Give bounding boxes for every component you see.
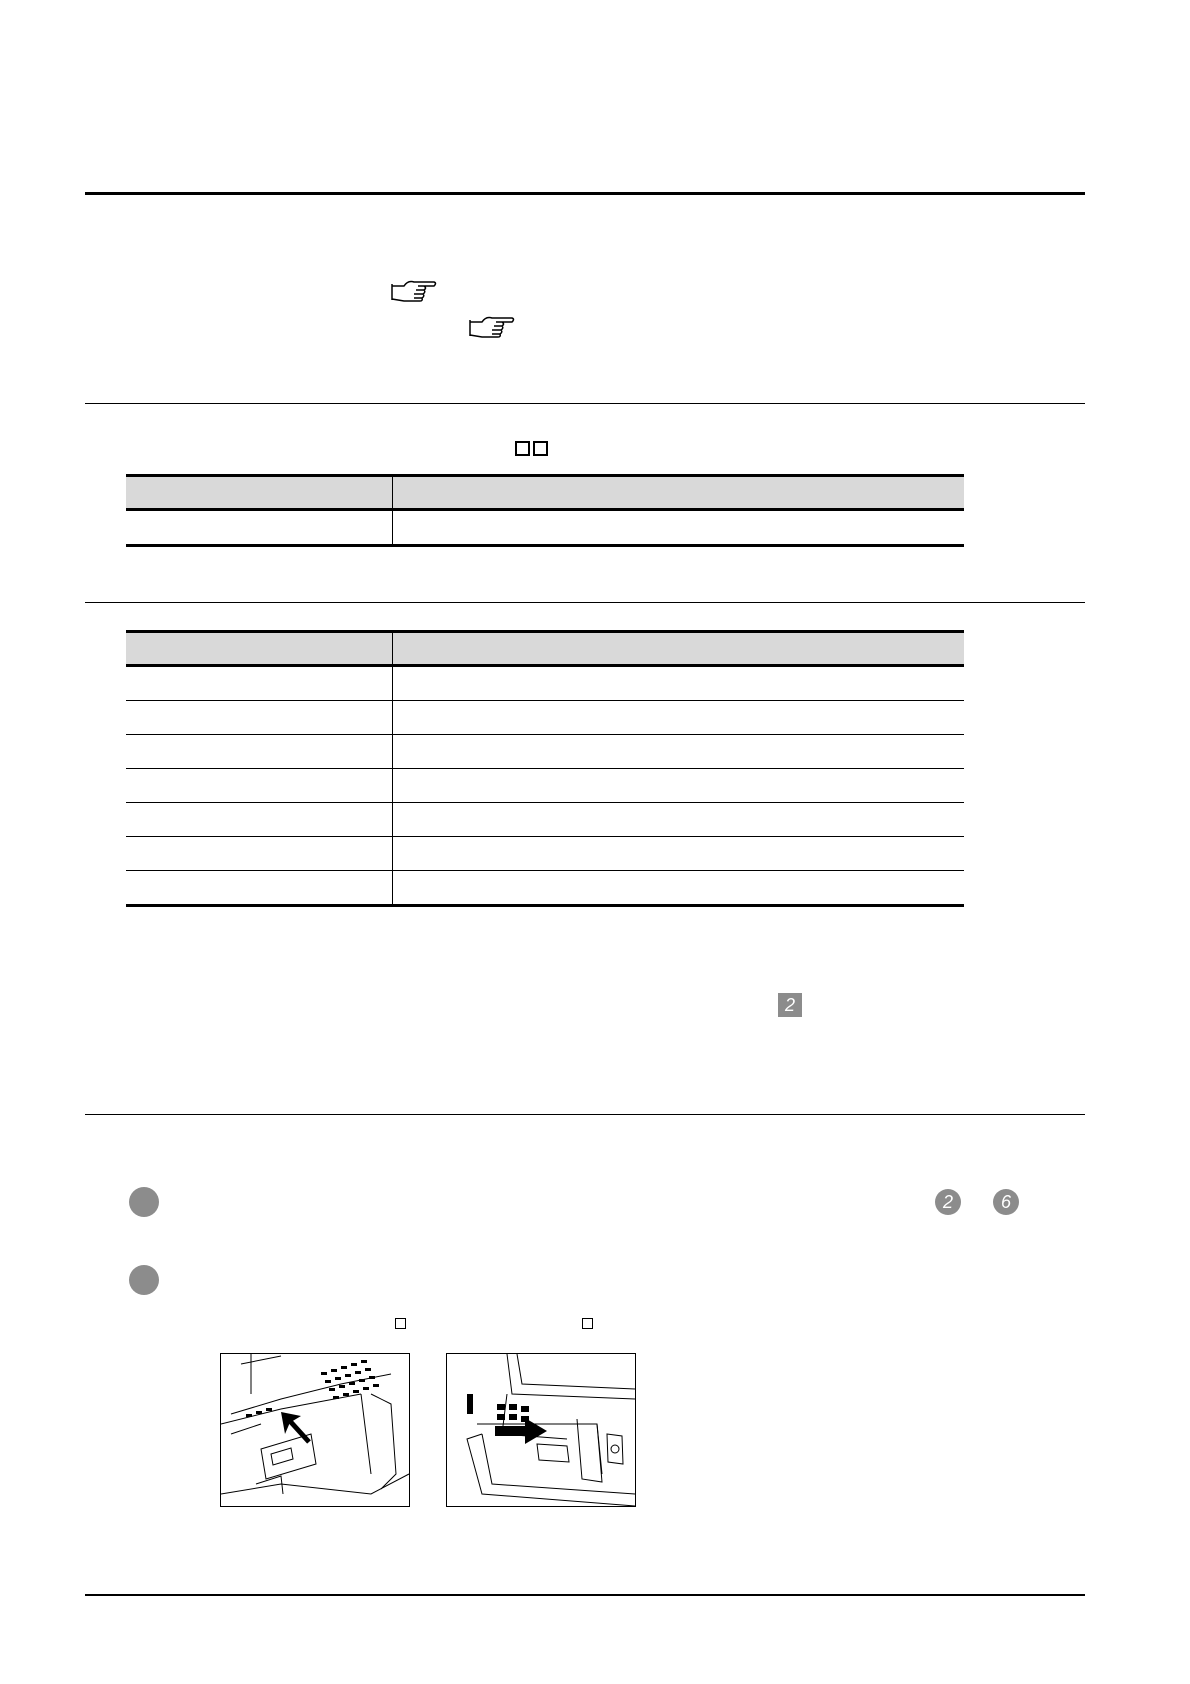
table-cell xyxy=(126,666,393,701)
chapter-ref-badge[interactable]: 2 xyxy=(778,993,802,1017)
table-header-cell xyxy=(393,632,965,666)
table-row xyxy=(126,510,964,546)
spec-table-2 xyxy=(126,630,964,907)
device-illustration-left xyxy=(220,1353,410,1507)
section-rule xyxy=(85,1114,1085,1115)
arrow-icon xyxy=(281,1412,309,1442)
table-cell xyxy=(126,871,393,906)
section-rule xyxy=(85,602,1085,603)
table-cell xyxy=(126,510,393,546)
footer-rule xyxy=(85,1594,1085,1596)
table-row xyxy=(126,871,964,906)
section-rule xyxy=(85,403,1085,404)
table-row xyxy=(126,803,964,837)
step-ref-badge[interactable]: 2 xyxy=(935,1189,961,1215)
table-cell xyxy=(393,701,965,735)
step-1-marker xyxy=(129,1187,159,1217)
spec-table-1 xyxy=(126,474,964,547)
table-cell xyxy=(126,769,393,803)
pointing-hand-icon[interactable] xyxy=(390,278,438,304)
table-header-cell xyxy=(393,476,965,510)
square-icon xyxy=(515,441,530,456)
table-cell xyxy=(393,735,965,769)
square-icon xyxy=(395,1318,406,1329)
table-cell xyxy=(393,871,965,906)
table-cell xyxy=(126,837,393,871)
table-cell xyxy=(126,735,393,769)
table-cell xyxy=(126,803,393,837)
table-header-cell xyxy=(126,632,393,666)
pointing-hand-icon[interactable] xyxy=(468,314,516,340)
device-illustration-right xyxy=(446,1353,636,1507)
header-rule xyxy=(85,192,1085,195)
table-cell xyxy=(393,837,965,871)
table-cell xyxy=(393,510,965,546)
table-row xyxy=(126,837,964,871)
step-ref-badge[interactable]: 6 xyxy=(993,1189,1019,1215)
table-cell xyxy=(393,769,965,803)
square-icon xyxy=(533,441,548,456)
table-row xyxy=(126,666,964,701)
table-header-row xyxy=(126,632,964,666)
table-row xyxy=(126,701,964,735)
table-cell xyxy=(393,666,965,701)
table-header-cell xyxy=(126,476,393,510)
table-header-row xyxy=(126,476,964,510)
square-icon xyxy=(582,1318,593,1329)
step-2-marker xyxy=(129,1265,159,1295)
table-cell xyxy=(126,701,393,735)
table-row xyxy=(126,735,964,769)
table-row xyxy=(126,769,964,803)
table-cell xyxy=(393,803,965,837)
